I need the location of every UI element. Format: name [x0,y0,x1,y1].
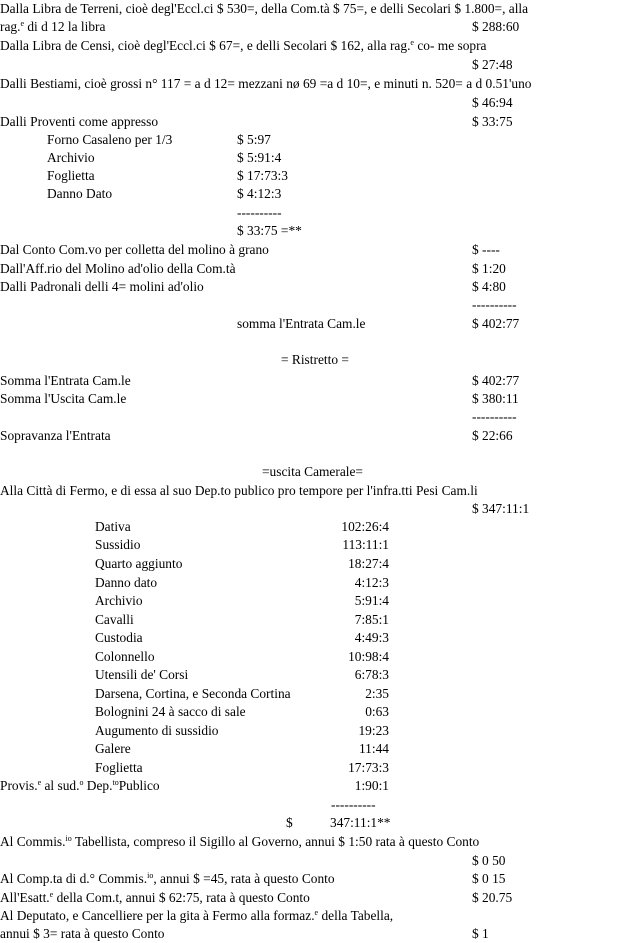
uscita-item-value: 19:23 [358,723,389,738]
uscita-item-value: 10:98:4 [348,649,389,664]
income-bestiami-amount: $ 46:94 [472,95,513,110]
ristretto-sopravanza-amount: $ 22:66 [472,428,513,443]
income-bestiami-line: Dalli Bestiami, cioè grossi n° 117 = a d 12= mezzani nø 69 =a d 10=, e minuti n. 520= a d 0.51'uno [0,76,532,91]
income-censi-amount: $ 27:48 [472,57,513,72]
uscita-total: 347:11:1** [330,815,391,830]
proventi-item-value: $ 5:91:4 [237,150,282,165]
ristretto-sopravanza-label: Sopravanza l'Entrata [0,428,111,443]
payment-deputato-line2: annui $ 3= rata à questo Conto [0,926,165,941]
uscita-rule: ---------- [331,797,376,812]
ristretto-uscita-amount: $ 380:11 [472,391,519,406]
payment-deputato-amount: $ 1 [472,926,489,941]
uscita-fermo-line: Alla Città di Fermo, e di essa al suo Dep.to publico pro tempore per l'infra.tti Pesi Cam.li [0,483,478,498]
income-terreni-amount: $ 288:60 [472,19,520,34]
ristretto-uscita-label: Somma l'Uscita Cam.le [0,391,127,406]
income-somma-label: somma l'Entrata Cam.le [237,316,366,331]
income-censi-line: Dalla Libra de Censi, cioè degl'Eccl.ci $ 67=, e delli Secolari $ 162, alla rag.$^e$ co- me sopra [0,38,487,53]
uscita-item-label: Utensili de' Corsi [95,667,189,682]
uscita-fermo-amount: $ 347:11:1 [472,501,530,516]
income-affrio-line: Dall'Aff.rio del Molino ad'olio della Com.tà [0,261,236,276]
proventi-rule: ---------- [237,205,282,220]
uscita-item-label: Custodia [95,630,143,645]
proventi-total: $ 33:75 =** [237,223,302,238]
uscita-item-label: Sussidio [95,537,141,552]
uscita-item-label: Galere [95,741,131,756]
ristretto-rule: ---------- [472,409,517,424]
income-padronali-line: Dalli Padronali delli 4= molini ad'olio [0,279,204,294]
uscita-item-label: Augumento di sussidio [95,723,219,738]
income-rule: ---------- [472,297,517,312]
uscita-item-value: 102:26:4 [341,519,389,534]
proventi-item-label: Archivio [47,150,95,165]
uscita-item-label: Bolognini 24 à sacco di sale [95,704,246,719]
payment-commis-line: Al Commis.$^{io}$ Tabellista, compreso il Sigillo al Governo, annui $ 1:50 rata à questo Conto [0,834,480,849]
uscita-item-value: 7:85:1 [354,612,389,627]
income-proventi-amount: $ 33:75 [472,114,513,129]
uscita-item-value: 2:35 [365,686,389,701]
uscita-item-value: 113:11:1 [342,537,389,552]
uscita-item-value: 4:12:3 [354,575,389,590]
uscita-item-label: Danno dato [95,575,158,590]
uscita-heading: =uscita Camerale= [262,464,363,479]
payment-deputato-line1: Al Deputato, e Cancelliere per la gita à Fermo alla formaz.$^e$ della Tabella, [0,908,394,923]
uscita-provis-line: Provis.$^e$ al sud.$^o$ Dep.$^{to}$Publico [0,778,160,793]
uscita-item-label: Archivio [95,593,143,608]
uscita-item-value: 5:91:4 [354,593,389,608]
income-affrio-amount: $ 1:20 [472,261,506,276]
proventi-item-value: $ 17:73:3 [237,168,288,183]
uscita-item-value: 11:44 [358,741,389,756]
proventi-item-label: Danno Dato [47,186,113,201]
ristretto-entrata-amount: $ 402:77 [472,373,520,388]
ristretto-heading: = Ristretto = [281,352,349,367]
proventi-item-value: $ 5:97 [237,132,271,147]
payment-comp-line: Al Comp.ta di d.° Commis.$^{io}$, annui $ =45, rata à questo Conto [0,871,335,886]
income-proventi-line: Dalli Proventi come appresso [0,114,159,129]
income-conto-amount: $ ---- [472,242,500,257]
proventi-item-label: Forno Casaleno per 1/3 [47,132,173,147]
payment-esatt-amount: $ 20.75 [472,890,513,905]
uscita-item-value: 6:78:3 [354,667,389,682]
uscita-provis-value: 1:90:1 [354,778,389,793]
uscita-item-label: Cavalli [95,612,134,627]
uscita-item-label: Colonnello [95,649,155,664]
income-conto-line: Dal Conto Com.vo per colletta del molino à grano [0,242,269,257]
uscita-item-value: 18:27:4 [348,556,389,571]
uscita-total-dollar: $ [286,815,293,830]
payment-esatt-line: All'Esatt.$^e$ della Com.t, annui $ 62:75, rata à questo Conto [0,890,310,905]
uscita-item-label: Quarto aggiunto [95,556,183,571]
income-terreni-line2: rag.$^e$ di d 12 la libra [0,19,106,34]
income-padronali-amount: $ 4:80 [472,279,506,294]
uscita-item-value: 4:49:3 [354,630,389,645]
uscita-item-label: Darsena, Cortina, e Seconda Cortina [95,686,291,701]
proventi-item-label: Foglietta [47,168,95,183]
uscita-item-label: Dativa [95,519,131,534]
uscita-item-value: 17:73:3 [348,760,389,775]
uscita-item-label: Foglietta [95,760,143,775]
payment-commis-amount: $ 0 50 [472,853,506,868]
income-somma-amount: $ 402:77 [472,316,520,331]
income-terreni-line1: Dalla Libra de Terreni, cioè degl'Eccl.ci $ 530=, della Com.tà $ 75=, e delli Secolari $ 1.800=, alla [0,1,529,16]
proventi-item-value: $ 4:12:3 [237,186,282,201]
uscita-item-value: 0:63 [365,704,389,719]
payment-comp-amount: $ 0 15 [472,871,506,886]
ristretto-entrata-label: Somma l'Entrata Cam.le [0,373,131,388]
